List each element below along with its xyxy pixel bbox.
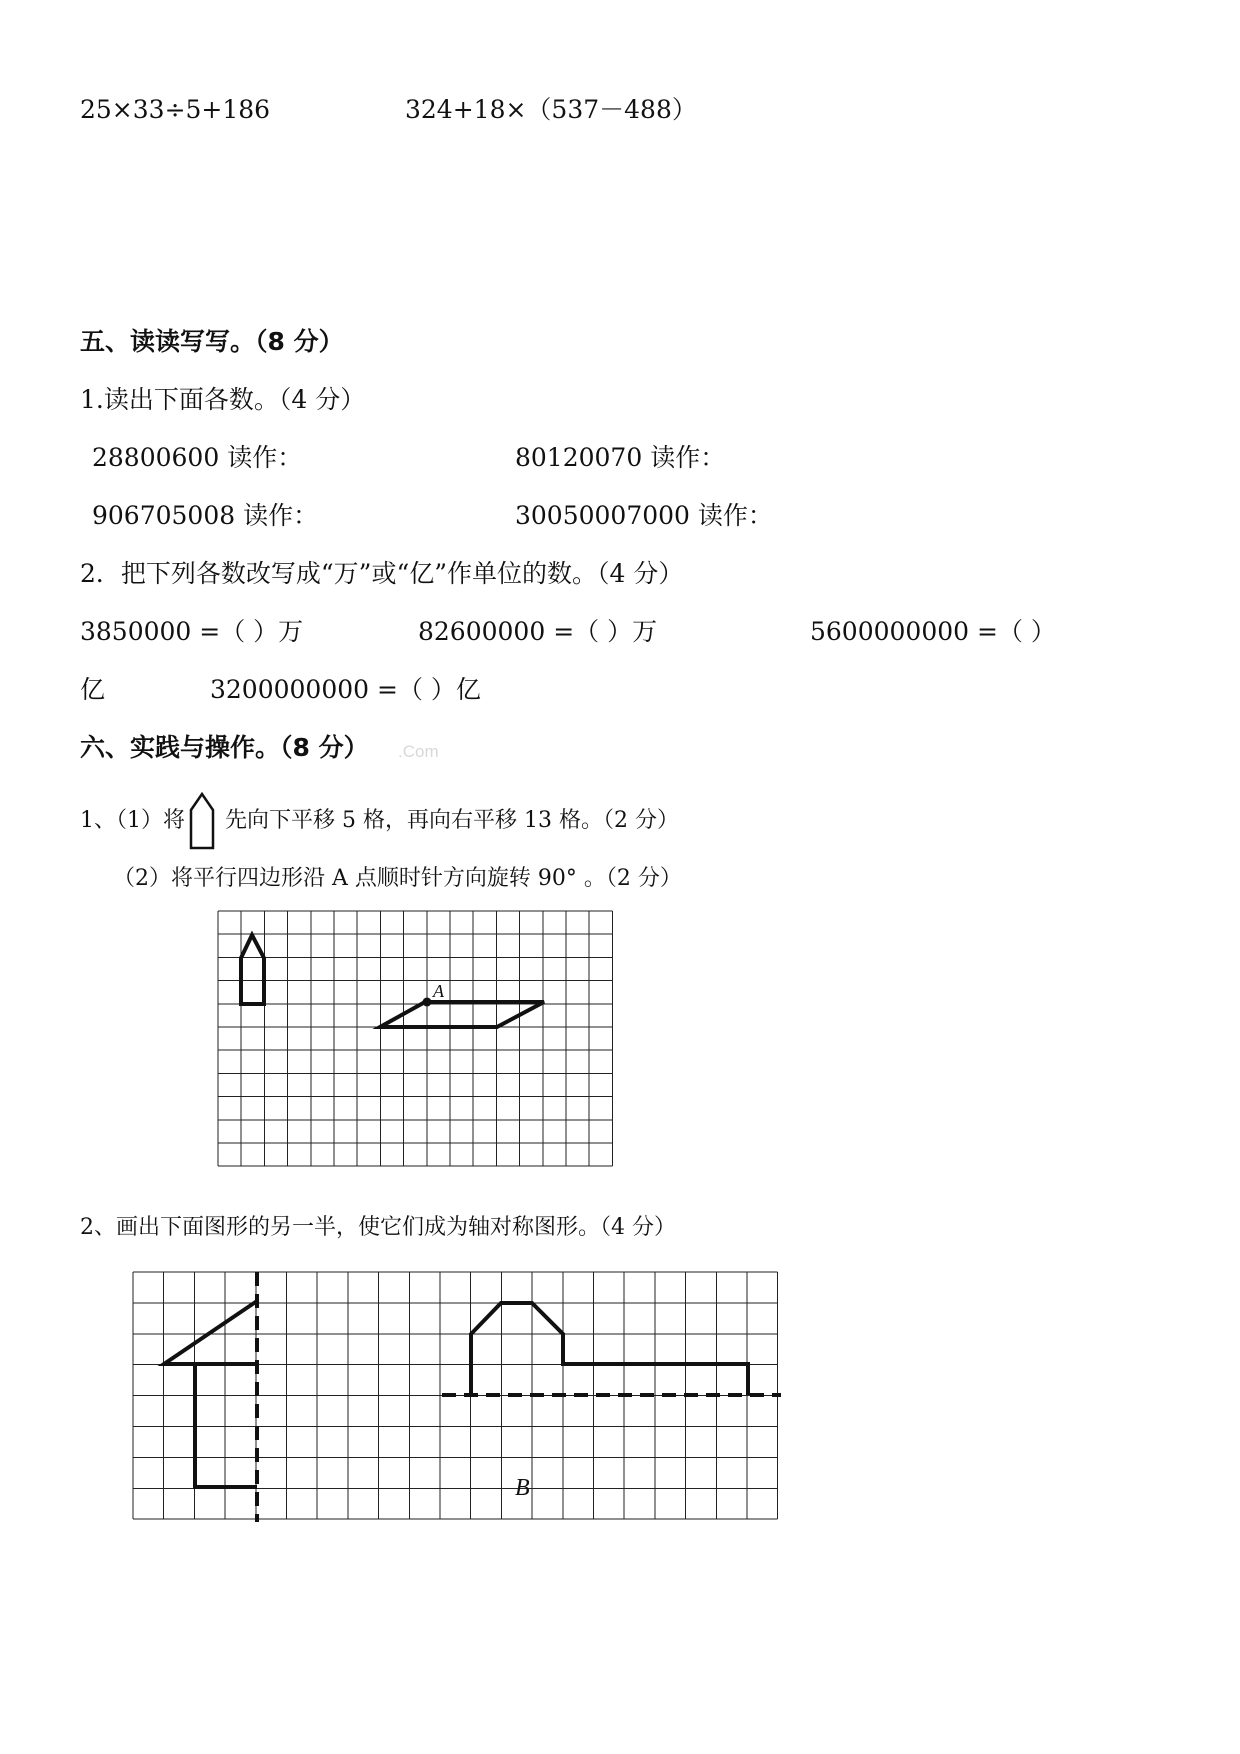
point-a-dot xyxy=(423,998,432,1007)
read-item-3: 906705008 读作： xyxy=(92,501,319,530)
rewrite-item-3-unit: 亿 xyxy=(80,675,106,704)
q6-1-part1-suffix: 先向下平移 5 格，再向右平移 13 格。（2 分） xyxy=(225,808,679,833)
rewrite-item-4: 3200000000 =（ ）亿 xyxy=(210,675,481,704)
q6-1-part1-prefix: 1、（1）将 xyxy=(80,808,185,833)
q6-2-title: 2、画出下面图形的另一半，使它们成为轴对称图形。（4 分） xyxy=(80,1215,676,1240)
point-b-label: B xyxy=(515,1475,530,1501)
q2-title: 2．把下列各数改写成“万”或“亿”作单位的数。（4 分） xyxy=(80,559,684,588)
watermark: .Com xyxy=(398,742,439,761)
read-item-2: 80120070 读作： xyxy=(515,443,726,472)
q1-title: 1.读出下面各数。（4 分） xyxy=(80,385,366,414)
section-6-heading: 六、实践与操作。（8 分） xyxy=(80,733,369,762)
grid-translation-rotation xyxy=(216,909,616,1171)
q6-1-part2: （2）将平行四边形沿 A 点顺时针方向旋转 90° 。（2 分） xyxy=(113,866,682,891)
grid-symmetry xyxy=(131,1270,781,1522)
house-shape-icon xyxy=(189,792,215,850)
right-figure-half xyxy=(471,1303,748,1395)
left-figure-stem xyxy=(195,1364,257,1487)
read-item-4: 30050007000 读作： xyxy=(515,501,773,530)
expression-2: 324+18×（537－488） xyxy=(405,95,697,124)
rewrite-item-1: 3850000 =（ ）万 xyxy=(80,617,304,646)
left-figure-half xyxy=(164,1301,257,1364)
section-5-heading: 五、读读写写。（8 分） xyxy=(80,327,344,356)
point-a-label: A xyxy=(433,981,444,1001)
house-shape-on-grid xyxy=(241,935,264,1004)
rewrite-item-2: 82600000 =（ ）万 xyxy=(418,617,658,646)
expression-1: 25×33÷5+186 xyxy=(80,95,271,124)
rewrite-item-3: 5600000000 =（ ） xyxy=(810,617,1056,646)
read-item-1: 28800600 读作： xyxy=(92,443,303,472)
